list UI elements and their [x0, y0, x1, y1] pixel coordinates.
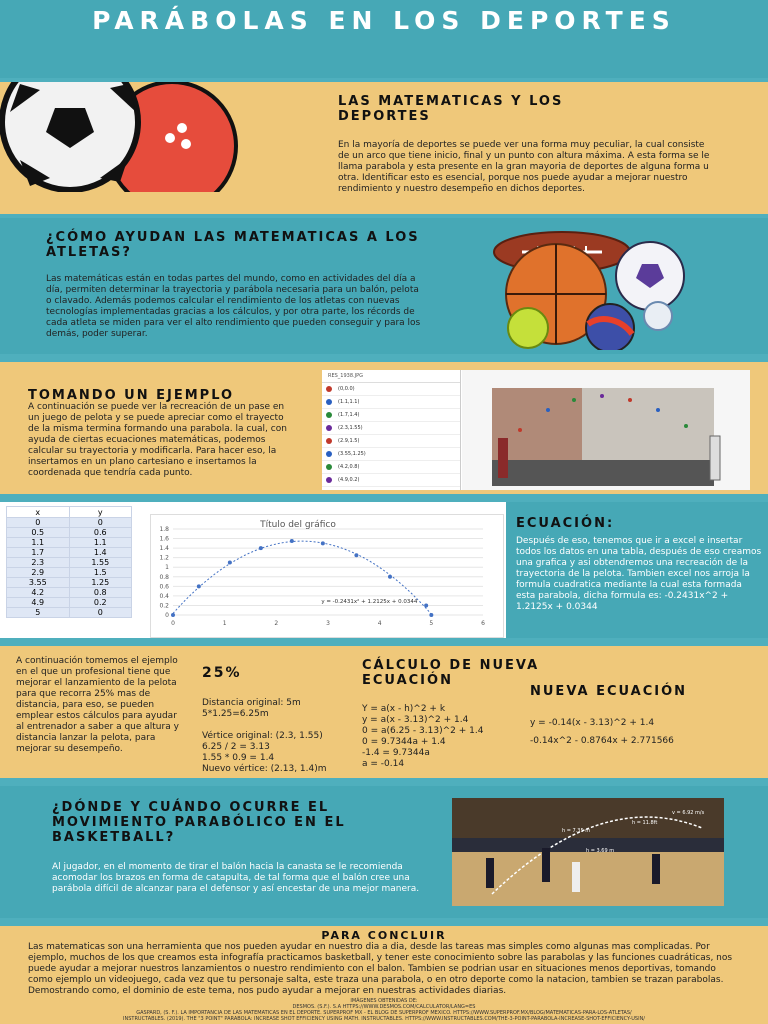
point-icon [326, 438, 332, 444]
point-icon [326, 386, 332, 392]
table-cell: 0.8 [69, 588, 132, 598]
table-cell: 3.55 [7, 578, 70, 588]
court-label-3: h = 3.69 m [586, 848, 615, 854]
desmos-item-label: (2.9,1.5) [338, 438, 360, 444]
desmos-graph-area [462, 370, 750, 490]
equation-panel [506, 502, 768, 638]
desmos-item[interactable] [322, 422, 460, 435]
table-cell: 1.1 [7, 538, 70, 548]
section-basketball [0, 786, 768, 918]
calc-line: Distancia original: 5m [202, 698, 301, 708]
y-tick-label: 0.6 [159, 583, 169, 591]
desmos-item[interactable] [322, 383, 460, 396]
section-help-athletes [0, 218, 768, 354]
tennis-ball-icon [508, 308, 548, 348]
desmos-header: RES_1938.JPG [322, 370, 460, 383]
table-cell: 4.9 [7, 598, 70, 608]
calc-line: 5*1.25=6.25m [202, 709, 269, 719]
x-tick-label: 2 [274, 620, 279, 627]
step-line: 0 = 9.7344a + 1.4 [362, 737, 446, 747]
desmos-item[interactable] [322, 461, 460, 474]
table-row [7, 588, 132, 598]
data-point [429, 613, 433, 617]
desmos-screenshot [322, 370, 750, 490]
step-line: y = a(x - 3.13)^2 + 1.4 [362, 715, 469, 725]
table-row [7, 558, 132, 568]
section3-body: A continuación se puede ver la recreación de un pase en un juego de pelota y se puede apreciar como el trayecto de la misma termina formando una parabola. la cual, con ayuda de ciertas ecuaciones matemáticas, podemos calcular su trayectoria y modificarla. Para hacer eso, la insertamos en un plano cartesiano e insertamos la coordenada que tendría cada punto. [28, 402, 287, 478]
table-cell: 0.5 [7, 528, 70, 538]
section-example [0, 362, 768, 494]
table-row [7, 608, 132, 618]
step-line: a = -0.14 [362, 759, 405, 769]
table-cell: 1.55 [69, 558, 132, 568]
credits-heading: IMÁGENES OBTENIDAS DE: [350, 998, 418, 1004]
credits-line-2: GASPARD, (S. F.). LA IMPORTANCIA DE LAS MATEMÁTICAS EN EL DEPORTE. SUPERPROF MX - EL BLOG DE SUPERPROF MÉXICO. HTTPS://WWW.SUPERPROF.MX/BLOG/MATEMATICAS-PARA-LOS-ATLETAS/ [136, 1010, 632, 1016]
credits-line-3: INSTRUCTABLES. (2019). THE "3 POINT" PARABOLA: INCREASE SHOT EFFICIENCY USING MATH. INSTRUCTABLES. HTTPS://WWW.INSTRUCTABLES.COM/THE-3-POINT-PARABOLA-INCREASE-SHOT-EFFICIENCY-USIN/ [123, 1016, 645, 1022]
desmos-item-label: (0,0.0) [338, 386, 355, 392]
section1-body: En la mayoría de deportes se puede ver una forma muy peculiar, la cual consiste de un arco que tiene inicio, final y un punto con altura máxima. A esta forma se le llama parabola y esta presente en la gran mayoria de deportes de alguna forma u otra. Identificar esto es esencial, porque nos puede ayudar a mejorar nuestro rendimiento y nuestro desempeño en dichos deportes. [338, 140, 710, 194]
x-tick-label: 0 [171, 620, 175, 627]
desmos-item-label: (4.2,0.8) [338, 464, 360, 470]
chart-title: Título del gráfico [260, 520, 336, 530]
basketball-court-image [452, 798, 724, 906]
calc-line: Nuevo vértice: (2.13, 1.4)m [202, 764, 327, 774]
trendline-label: y = -0.2431x² + 1.2125x + 0.0344 [321, 599, 418, 606]
desmos-item[interactable] [322, 448, 460, 461]
table-cell: 0 [69, 608, 132, 618]
desmos-points [462, 370, 750, 490]
y-tick-label: 0 [165, 612, 169, 619]
desmos-item[interactable] [322, 474, 460, 487]
point-icon [326, 425, 332, 431]
section-calculation [0, 646, 768, 778]
table-header-cell: y [69, 507, 132, 518]
data-point [354, 553, 358, 557]
baseball-icon [644, 302, 672, 330]
y-tick-label: 1 [165, 564, 169, 572]
table-cell: 0 [69, 518, 132, 528]
table-cell: 4.2 [7, 588, 70, 598]
data-point [228, 560, 232, 564]
person-right-icon [710, 436, 720, 480]
table-cell: 1.1 [69, 538, 132, 548]
calc-line: 6.25 / 2 = 3.13 [202, 742, 270, 752]
data-point [424, 603, 428, 607]
step-line: 0 = a(6.25 - 3.13)^2 + 1.4 [362, 726, 484, 736]
parabola-chart [151, 515, 503, 637]
data-point [321, 541, 325, 545]
y-tick-label: 0.8 [159, 573, 169, 581]
title-banner [0, 0, 768, 78]
new-equation-2: -0.14x^2 - 0.8764x + 2.771566 [530, 736, 674, 746]
table-header-cell: x [7, 507, 70, 518]
xy-table [6, 506, 132, 618]
chart-frame [150, 514, 504, 638]
data-table [6, 506, 132, 630]
sports-balls-illustration [0, 82, 240, 192]
court-label-1: h = 11.8ft [632, 820, 658, 826]
desmos-item-label: (4.9,0.2) [338, 477, 360, 483]
table-cell: 1.25 [69, 578, 132, 588]
calc-heading: CÁLCULO DE NUEVA ECUACIÓN [362, 658, 540, 688]
section-math-sports [0, 82, 768, 214]
table-cell: 0.2 [69, 598, 132, 608]
x-tick-label: 5 [429, 620, 434, 627]
section3-heading: TOMANDO UN EJEMPLO [28, 388, 235, 403]
table-cell: 1.5 [69, 568, 132, 578]
calc-line: Vértice original: (2.3, 1.55) [202, 731, 323, 741]
table-cell: 2.9 [7, 568, 70, 578]
desmos-expression-list [322, 370, 461, 490]
step-line: Y = a(x - h)^2 + k [362, 704, 446, 714]
section5-intro: A continuación tomemos el ejemplo en el que un profesional tiene que mejorar el lanzamiento de la pelota para que recorra 25% mas de distancia, para eso, se pueden emplear estos cálculos para ayudar al entrenador a saber a que altura y distancia lanzar la pelota, para mejorar su desempeño. [16, 656, 179, 754]
x-tick-label: 3 [326, 620, 330, 627]
data-point [290, 539, 294, 543]
desmos-item-label: (1.1,1.1) [338, 399, 360, 405]
step-line: -1.4 = 9.7344a [362, 748, 430, 758]
data-point [171, 613, 175, 617]
court-label-2: h = 7.35 m [562, 828, 591, 834]
y-tick-label: 1.2 [159, 554, 169, 562]
table-row [7, 598, 132, 608]
x-tick-label: 1 [222, 620, 227, 627]
section2-body: Las matemáticas están en todas partes del mundo, como en actividades del día a día, permiten determinar la trayectoria y parábola necesaria para un balón, pelota o clavado. Además podemos calcular el rendimiento de los atletas con nuevas tecnologías implementadas gracias a los cálculos, y por otra parte, los récords de cada atleta se miden para ver el alto rendimiento que pueden conseguir y para los demás, poder superar. [46, 274, 421, 339]
section6-body: Al jugador, en el momento de tirar el balón hacia la canasta se le recomienda acomodar los brazos en forma de catapulta, de tal forma que el balón cree una parábola difícil de alcanzar para el defensor y así encestar de una mejor manera. [52, 862, 420, 894]
person-left-icon [498, 438, 508, 478]
table-cell: 0 [7, 518, 70, 528]
section4-body: Después de eso, tenemos que ir a excel e insertar todos los datos en una tabla, después de eso creamos una grafica y asi obtendremos una recreación de la trayectoria de la pelota. Tambien excel nos arroja la formula cuadratica mediante la cual esta formada esta parabola, dicha formula es: -0.2431x^2 + 1.2125x + 0.0344 [516, 536, 762, 612]
sports-balls-group [492, 224, 702, 350]
y-tick-label: 1.6 [159, 535, 169, 543]
point-icon [326, 451, 332, 457]
step-lines [362, 704, 532, 770]
calc-lines [202, 698, 362, 775]
section6-heading: ¿DÓNDE Y CUÁNDO OCURRE EL MOVIMIENTO PARABÓLICO EN EL BASKETBALL? [52, 800, 346, 845]
y-tick-label: 0.2 [159, 602, 169, 610]
x-tick-label: 4 [377, 620, 382, 627]
page-title: PARÁBOLAS EN LOS DEPORTES [92, 6, 676, 35]
percent-label: 25% [202, 665, 242, 681]
data-point [259, 546, 263, 550]
desmos-item-label: (1.7,1.4) [338, 412, 360, 418]
section1-heading: LAS MATEMATICAS Y LOS DEPORTES [338, 94, 564, 124]
section4-heading: ECUACIÓN: [516, 516, 615, 531]
conclusion-heading: PARA CONCLUIR [321, 929, 447, 942]
table-row [7, 528, 132, 538]
point-icon [326, 399, 332, 405]
calc-line [202, 720, 362, 731]
y-tick-label: 0.4 [159, 592, 169, 600]
table-row [7, 568, 132, 578]
desmos-item[interactable] [322, 396, 460, 409]
desmos-item-label: (2.3,1.55) [338, 425, 363, 431]
y-tick-label: 1.4 [159, 545, 169, 553]
table-row [7, 578, 132, 588]
point-icon [326, 464, 332, 470]
table-cell: 2.3 [7, 558, 70, 568]
calc-line: 1.55 * 0.9 = 1.4 [202, 753, 275, 763]
table-cell: 1.7 [7, 548, 70, 558]
conclusion-body: Las matematicas son una herramienta que nos pueden ayudar en nuestro dia a dia, desde las tareas mas simples como algunas mas complicadas. Por ejemplo, muchos de los que creamos esta infografía practicamos basketball, y tener este conocimiento sobre las parabolas y las funciones cuadráticas, nos puede ayudar a mejorar nuestros lanzamientos o nuestro rendimiento con el balon. Tambien se podrian usar en situaciones menos deportivas, tomando como ejemplo un videojuego, cada vez que tu personaje salta, este traza una parabola, o en otro deporte como la natacion, tambien se trazan parabolas. Demostrando como, el dominio de este tema, nos pudo ayudar a mejorar en nuestras actividades diarias. [28, 942, 733, 996]
table-row [7, 548, 132, 558]
table-cell: 1.4 [69, 548, 132, 558]
desmos-item[interactable] [322, 435, 460, 448]
y-tick-label: 1.8 [159, 526, 169, 533]
table-row [7, 538, 132, 548]
court-label-4: v = 6.92 m/s [672, 810, 705, 816]
section2-heading: ¿CÓMO AYUDAN LAS MATEMATICAS A LOS ATLETAS? [46, 230, 420, 260]
new-equation-1: y = -0.14(x - 3.13)^2 + 1.4 [530, 718, 655, 728]
table-cell: 0.6 [69, 528, 132, 538]
table-row [7, 518, 132, 528]
x-tick-label: 6 [481, 620, 485, 627]
table-header-row [7, 507, 132, 518]
point-icon [326, 412, 332, 418]
section-equation [0, 502, 768, 638]
desmos-item-label: (3.55,1.25) [338, 451, 366, 457]
section-conclusion [0, 926, 768, 1024]
new-equation-heading: NUEVA ECUACIÓN [530, 684, 688, 699]
point-icon [326, 477, 332, 483]
table-cell: 5 [7, 608, 70, 618]
credits-line-1: DESMOS. (S.F.). S.A HTTPS://WWW.DESMOS.COM/CALCULATOR/LANG=ES [292, 1004, 476, 1010]
desmos-item[interactable] [322, 409, 460, 422]
data-point [197, 584, 201, 588]
data-point [388, 575, 392, 579]
